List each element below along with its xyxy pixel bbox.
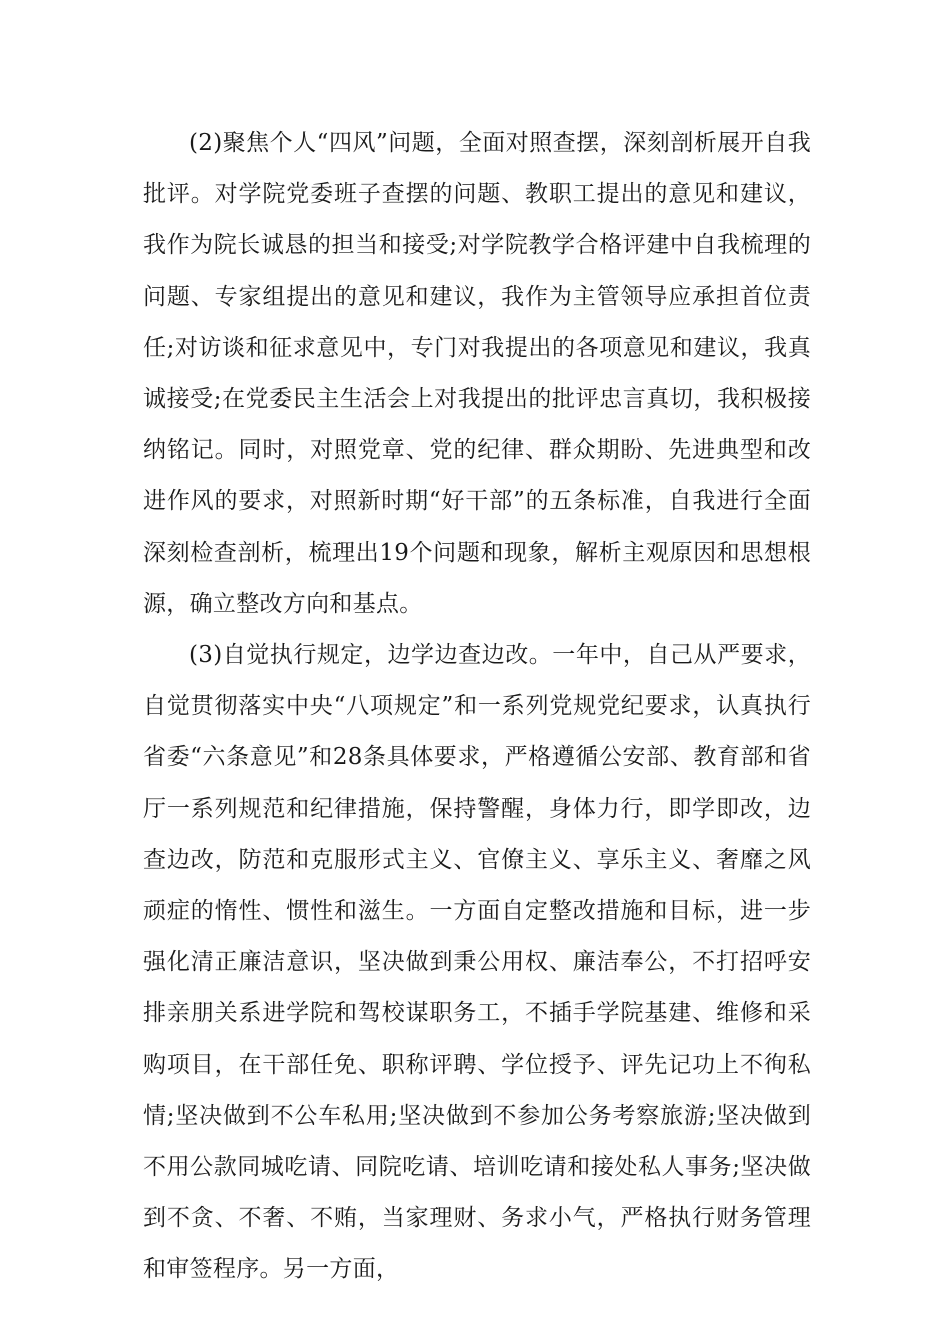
paragraph-self-criticism: (2)聚焦个人“四风”问题，全面对照查摆，深刻剖析展开自我批评。对学院党委班子查摆的问题、教职工提出的意见和建议，我作为院长诚恳的担当和接受;对学院教学合格评建中自我梳理的问题、专家组提出的意见和建议，我作为主管领导应承担首位责任;对访谈和征求意见中，专门对我提出的各项意见和建议，我真诚接受;在党委民主生活会上对我提出的批评忠言真切，我积极接纳铭记。同时，对照党章、党的纪律、群众期盼、先进典型和改进作风的要求，对照新时期“好干部”的五条标准，自我进行全面深刻检查剖析，梳理出19个问题和现象，解析主观原因和思想根源，确立整改方向和基点。 xyxy=(143,130,811,617)
document-body xyxy=(143,118,811,1296)
paragraph-rectification: (3)自觉执行规定，边学边查边改。一年中，自己从严要求，自觉贯彻落实中央“八项规定”和一系列党规党纪要求，认真执行省委“六条意见”和28条具体要求，严格遵循公安部、教育部和省厅一系列规范和纪律措施，保持警醒，身体力行，即学即改，边查边改，防范和克服形式主义、官僚主义、享乐主义、奢靡之风顽症的惰性、惯性和滋生。一方面自定整改措施和目标，进一步强化清正廉洁意识，坚决做到秉公用权、廉洁奉公，不打招呼安排亲朋关系进学院和驾校谋职务工，不插手学院基建、维修和采购项目，在干部任免、职称评聘、学位授予、评先记功上不徇私情;坚决做到不公车私用;坚决做到不参加公务考察旅游;坚决做到不用公款同城吃请、同院吃请、培训吃请和接处私人事务;坚决做到不贪、不奢、不贿，当家理财、务求小气，严格执行财务管理和审签程序。另一方面， xyxy=(143,642,811,1283)
